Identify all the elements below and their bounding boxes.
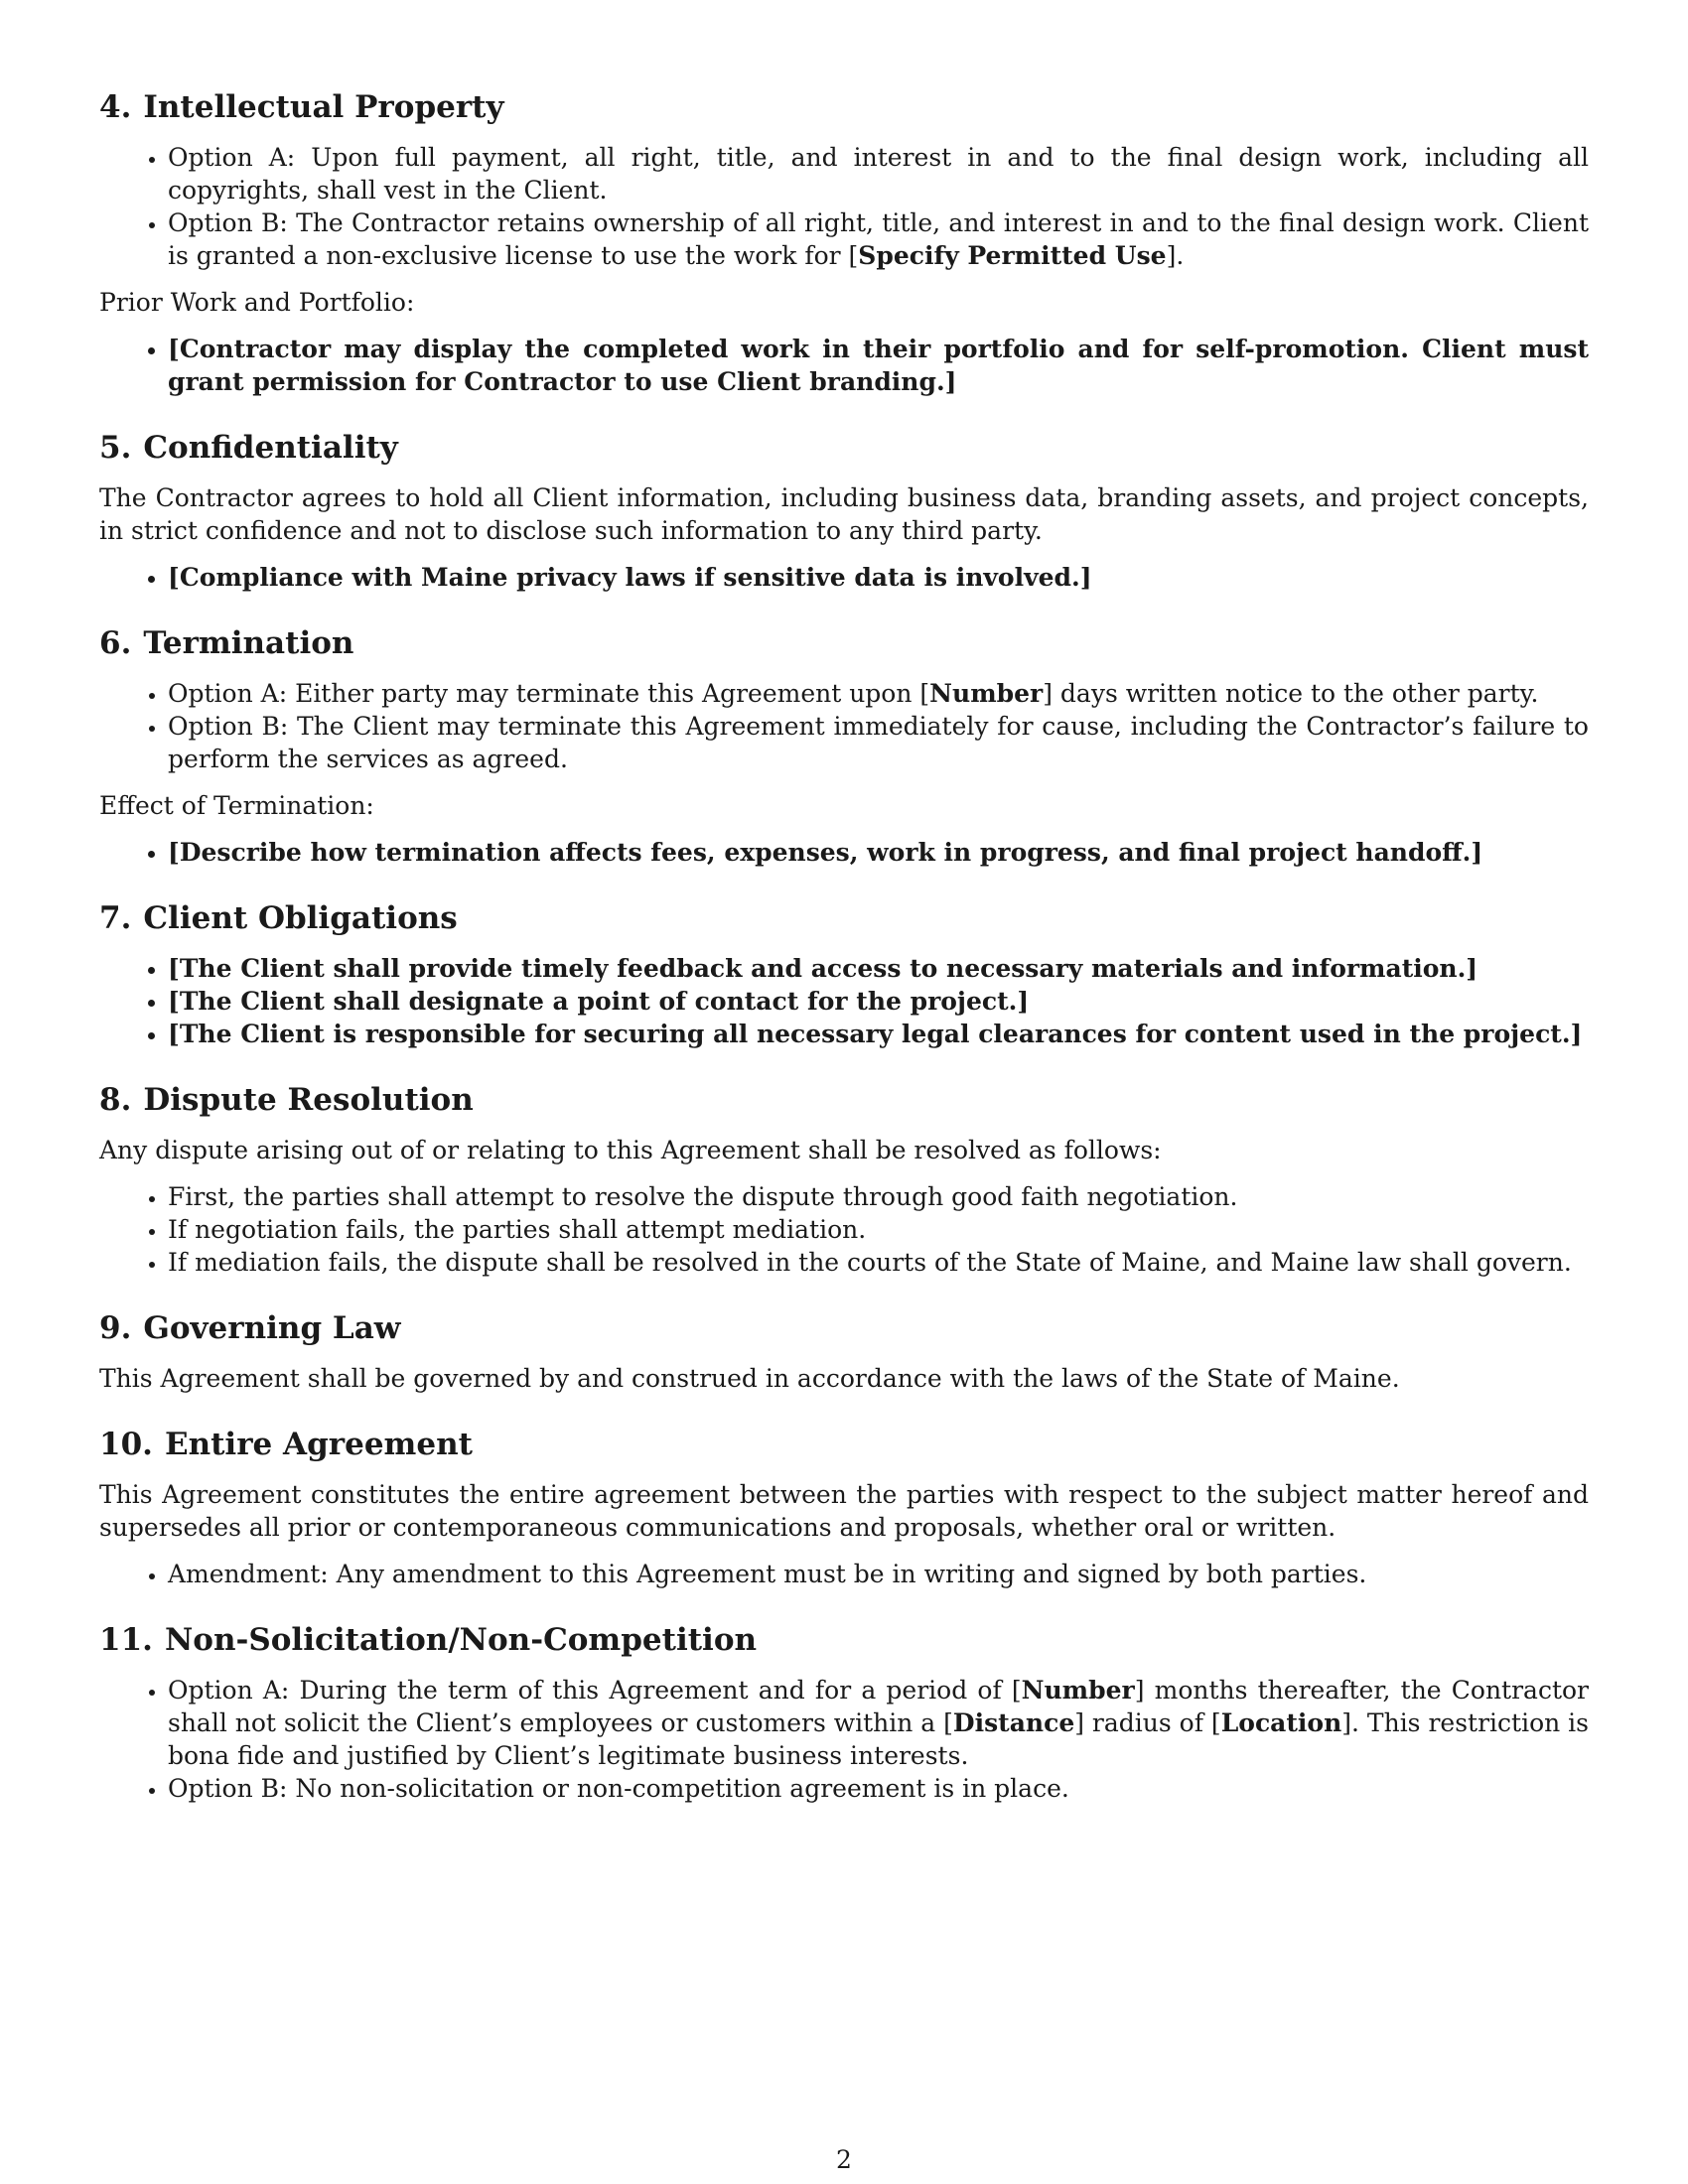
list-item: • [Contractor may display the completed work in their portfolio and for self-promotion. Client must grant permission for Contractor to use Client branding.] bbox=[168, 333, 1589, 398]
placeholder-field: Number bbox=[929, 679, 1044, 708]
section-non-solicitation bbox=[99, 1620, 1589, 1805]
list-item bbox=[168, 1674, 1589, 1772]
list-item: • If negotiation fails, the parties shall attempt mediation. bbox=[168, 1213, 1589, 1246]
text-run: Option A: Either party may terminate this Agreement upon [ bbox=[168, 679, 930, 708]
list-item: • Option B: The Client may terminate this Agreement immediately for cause, including the Contractor’s failure to perform the services as agreed. bbox=[168, 710, 1589, 775]
document-page bbox=[99, 87, 1589, 1835]
list-item: • [The Client is responsible for securing all necessary legal clearances for content used in the project.] bbox=[168, 1018, 1589, 1050]
placeholder-field: Number bbox=[1021, 1676, 1135, 1705]
section-client-obligations bbox=[99, 898, 1589, 1050]
list-item: • Option B: No non-solicitation or non-competition agreement is in place. bbox=[168, 1772, 1589, 1805]
section-heading bbox=[99, 623, 1589, 663]
section-heading bbox=[99, 898, 1589, 938]
list-item: • First, the parties shall attempt to resolve the dispute through good faith negotiation. bbox=[168, 1180, 1589, 1213]
paragraph: This Agreement constitutes the entire agreement between the parties with respect to the subject matter hereof and supersedes all prior or contemporaneous communications and proposals, whether oral or written. bbox=[99, 1480, 1589, 1542]
text-run: ]. bbox=[1166, 241, 1185, 270]
text-run: Option A: During the term of this Agreement and for a period of [ bbox=[168, 1676, 1022, 1705]
bullet-list bbox=[99, 141, 1589, 272]
bullet-list bbox=[99, 561, 1589, 594]
text-run: ] radius of [ bbox=[1074, 1708, 1221, 1737]
bullet-list bbox=[99, 1180, 1589, 1279]
section-number: 6. bbox=[99, 625, 132, 661]
section-number: 7. bbox=[99, 900, 132, 936]
section-title: Client Obligations bbox=[143, 900, 458, 936]
paragraph: This Agreement shall be governed by and construed in accordance with the laws of the State of Maine. bbox=[99, 1364, 1400, 1393]
list-item: • Amendment: Any amendment to this Agreement must be in writing and signed by both parties. bbox=[168, 1558, 1589, 1590]
section-title: Confidentiality bbox=[143, 430, 398, 466]
paragraph: Effect of Termination: bbox=[99, 791, 374, 820]
bullet-list bbox=[99, 677, 1589, 775]
text-run: ]. This restriction is bona fide and justified by Client’s legitimate business interests. bbox=[168, 1708, 1590, 1770]
bullet-list bbox=[99, 1558, 1589, 1590]
placeholder-field: Location bbox=[1220, 1708, 1342, 1737]
section-heading bbox=[99, 1620, 1589, 1660]
section-heading bbox=[99, 87, 1589, 127]
section-title: Entire Agreement bbox=[164, 1427, 473, 1462]
section-title: Dispute Resolution bbox=[143, 1082, 474, 1118]
section-number: 8. bbox=[99, 1082, 132, 1118]
section-heading bbox=[99, 1425, 1589, 1464]
paragraph: Prior Work and Portfolio: bbox=[99, 288, 415, 317]
section-dispute-resolution bbox=[99, 1080, 1589, 1279]
section-termination bbox=[99, 623, 1589, 869]
text-run: ] months thereafter, the Contractor shall not solicit the Client’s employees or customers within a [ bbox=[168, 1676, 1589, 1737]
section-intellectual-property bbox=[99, 87, 1589, 398]
list-item bbox=[168, 206, 1589, 272]
section-title: Governing Law bbox=[143, 1310, 401, 1346]
section-governing-law bbox=[99, 1308, 1589, 1395]
section-heading bbox=[99, 1308, 1589, 1348]
section-heading bbox=[99, 1080, 1589, 1120]
section-title: Intellectual Property bbox=[143, 89, 504, 125]
bullet-list bbox=[99, 1674, 1589, 1805]
paragraph: The Contractor agrees to hold all Client information, including business data, branding assets, and project concepts, in strict confidence and not to disclose such information to any third party. bbox=[99, 483, 1589, 545]
section-number: 5. bbox=[99, 430, 132, 466]
list-item: • [The Client shall provide timely feedback and access to necessary materials and information.] bbox=[168, 952, 1589, 985]
list-item bbox=[168, 677, 1589, 710]
list-item: • [Compliance with Maine privacy laws if sensitive data is involved.] bbox=[168, 561, 1589, 594]
bullet-list bbox=[99, 836, 1589, 869]
page-number: 2 bbox=[836, 2145, 852, 2174]
section-entire-agreement bbox=[99, 1425, 1589, 1590]
section-number: 10. bbox=[99, 1427, 153, 1462]
section-number: 4. bbox=[99, 89, 132, 125]
section-number: 9. bbox=[99, 1310, 132, 1346]
list-item: • [The Client shall designate a point of contact for the project.] bbox=[168, 985, 1589, 1018]
placeholder-field: Specify Permitted Use bbox=[858, 241, 1167, 270]
bullet-list bbox=[99, 952, 1589, 1050]
section-title: Termination bbox=[143, 625, 354, 661]
placeholder-field: Distance bbox=[952, 1708, 1075, 1737]
section-number: 11. bbox=[99, 1622, 153, 1658]
section-title: Non-Solicitation/Non-Competition bbox=[164, 1622, 758, 1658]
list-item: • Option A: Upon full payment, all right, title, and interest in and to the final design work, including all copyrights, shall vest in the Client. bbox=[168, 141, 1589, 206]
section-confidentiality bbox=[99, 428, 1589, 594]
text-run: ] days written notice to the other party. bbox=[1043, 679, 1539, 708]
section-heading bbox=[99, 428, 1589, 468]
paragraph: Any dispute arising out of or relating to this Agreement shall be resolved as follows: bbox=[99, 1136, 1162, 1164]
list-item: • [Describe how termination affects fees, expenses, work in progress, and final project handoff.] bbox=[168, 836, 1589, 869]
bullet-list bbox=[99, 333, 1589, 398]
text-run: Option B: The Contractor retains ownership of all right, title, and interest in and to the final design work. Client is granted a non-exclusive license to use the work for [ bbox=[168, 208, 1589, 270]
list-item: • If mediation fails, the dispute shall be resolved in the courts of the State of Maine, and Maine law shall govern. bbox=[168, 1246, 1589, 1279]
